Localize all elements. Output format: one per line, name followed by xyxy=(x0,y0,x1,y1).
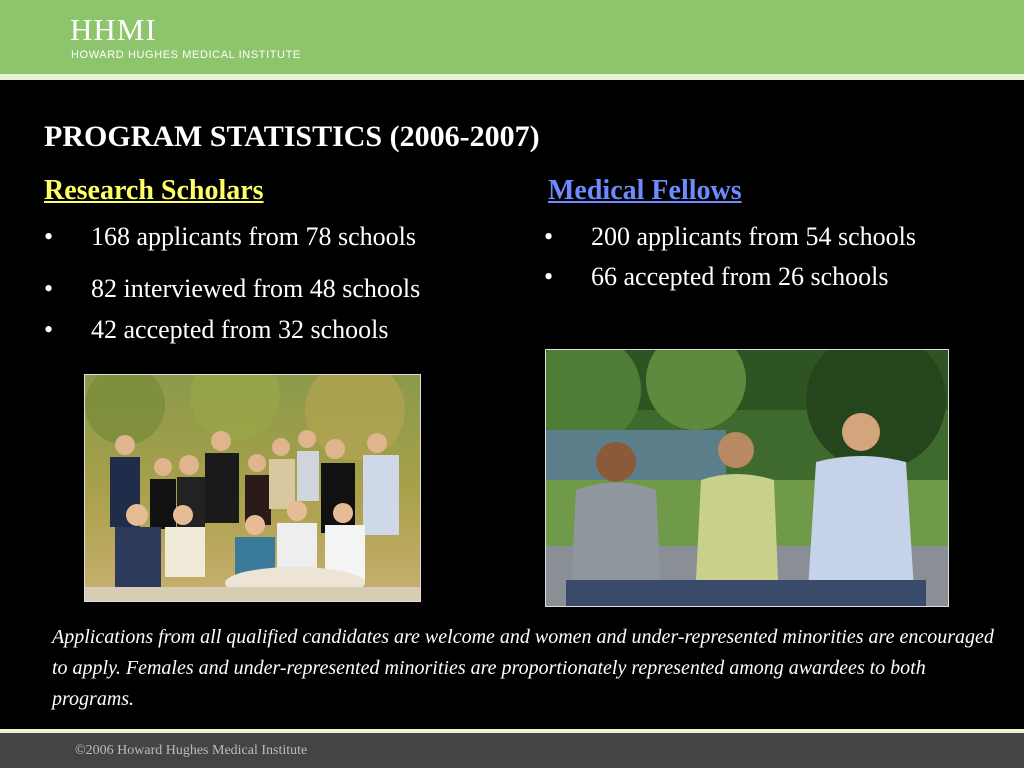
hhmi-logo-text: HOWARD HUGHES MEDICAL INSTITUTE xyxy=(71,49,301,61)
medical-fellows-photo xyxy=(545,349,949,607)
research-bullet-text: 168 applicants from 78 schools xyxy=(91,222,416,251)
footnote: Applications from all qualified candidates are welcome and women and under-represented minorities are encouraged to apply. Females and under-represented minorities are proportionately represented among awardees to both programs. xyxy=(52,626,994,710)
bullet-icon: • xyxy=(544,222,554,251)
header-divider xyxy=(0,74,1024,80)
copyright: ©2006 Howard Hughes Medical Institute xyxy=(75,743,308,758)
fellows-bullet-text: 200 applicants from 54 schools xyxy=(591,222,916,251)
medical-fellows-heading: Medical Fellows xyxy=(548,175,742,206)
footer-bar xyxy=(0,733,1024,768)
header-bar xyxy=(0,0,1024,74)
hhmi-logo-mark: HHMI xyxy=(70,12,157,47)
research-scholars-heading: Research Scholars xyxy=(44,175,264,206)
research-bullet-text: 42 accepted from 32 schools xyxy=(91,315,389,344)
research-scholars-group-photo xyxy=(84,374,421,602)
page-title: PROGRAM STATISTICS (2006-2007) xyxy=(44,120,540,153)
bullet-icon: • xyxy=(544,262,554,291)
research-bullet-text: 82 interviewed from 48 schools xyxy=(91,274,421,303)
bullet-icon: • xyxy=(44,315,54,344)
bullet-icon: • xyxy=(44,222,54,251)
fellows-bullet-text: 66 accepted from 26 schools xyxy=(591,262,889,291)
bullet-icon: • xyxy=(44,274,54,303)
